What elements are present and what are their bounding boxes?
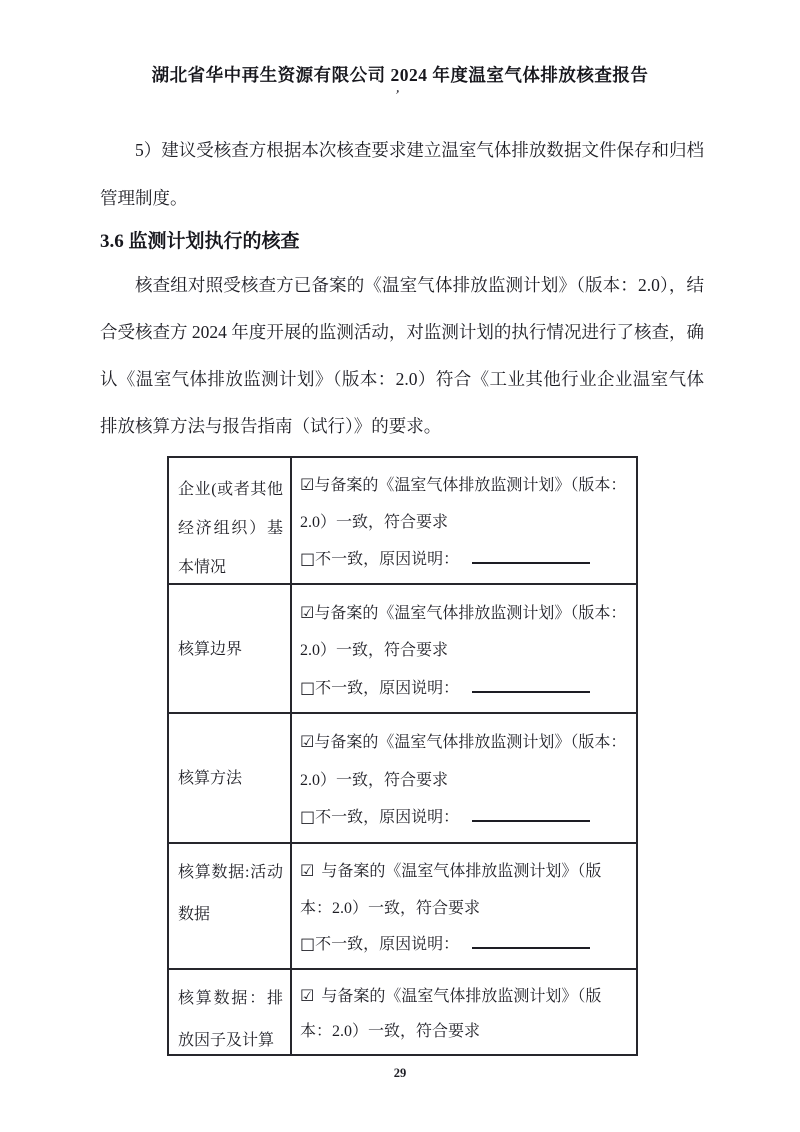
row-label: 企业(或者其他经济组织）基本情况	[169, 458, 292, 583]
checked-option-line	[300, 600, 632, 623]
unchecked-checkbox-icon: □	[300, 549, 316, 568]
row-content	[292, 585, 636, 712]
reason-blank-underline	[472, 547, 590, 564]
option-text: 2.0）一致，符合要求	[300, 771, 449, 789]
reason-blank-underline	[472, 805, 590, 822]
checked-option-line-2	[300, 509, 632, 532]
option-text: 与备案的《温室气体排放监测计划》（版本：	[314, 604, 627, 622]
row-content	[292, 970, 636, 1054]
monitoring-plan-paragraph: 核查组对照受核查方已备案的《温室气体排放监测计划》（版本：2.0），结合受核查方 2024 年度开展的监测活动，对监测计划的执行情况进行了核查，确认《温室气体排放监测计划》（版本：2.0）符合《工业其他行业企业温室气体排放核算方法与报告指南（试行）》的要求。	[100, 275, 704, 436]
table-row	[169, 714, 636, 844]
stray-scan-mark: ’	[392, 87, 401, 105]
row-content	[292, 458, 636, 583]
option-text: 不一致，原因说明：	[315, 679, 460, 697]
checked-option-line	[300, 983, 632, 1006]
row-label: 核算边界	[169, 585, 292, 712]
option-text: 与备案的《温室气体排放监测计划》（版本：	[314, 733, 627, 751]
unchecked-checkbox-icon: □	[300, 677, 316, 697]
unchecked-checkbox-icon: □	[300, 934, 316, 954]
option-text: 与备案的《温室气体排放监测计划》（版本：	[314, 477, 627, 494]
checked-option-line	[300, 729, 632, 752]
checked-option-line	[300, 858, 632, 881]
checked-option-line-2	[300, 637, 632, 660]
option-text: 不一致，原因说明：	[315, 809, 460, 827]
section-heading: 3.6 监测计划执行的核查	[100, 231, 300, 252]
checked-checkbox-icon: ☑	[300, 985, 315, 1005]
unchecked-checkbox-icon: □	[300, 807, 316, 827]
page-number: 29	[393, 1066, 407, 1080]
checked-checkbox-icon: ☑	[300, 860, 315, 880]
row-label: 核算方法	[169, 714, 292, 842]
monitoring-plan-table	[167, 456, 638, 1056]
option-text: 与备案的《温室气体排放监测计划》（版	[321, 987, 602, 1005]
option-text: 与备案的《温室气体排放监测计划》（版	[321, 862, 602, 880]
unchecked-option-line	[300, 804, 632, 827]
unchecked-option-line	[300, 931, 632, 954]
checked-checkbox-icon: ☑	[300, 475, 315, 494]
option-text: 2.0）一致，符合要求	[300, 514, 449, 531]
table-row	[169, 844, 636, 970]
option-text: 不一致，原因说明：	[315, 936, 460, 954]
row-content	[292, 844, 636, 968]
report-header-title: 湖北省华中再生资源有限公司 2024 年度温室气体排放核查报告	[151, 65, 649, 85]
checked-checkbox-icon: ☑	[300, 731, 315, 751]
unchecked-option-line	[300, 675, 632, 698]
option-text: 本：2.0）一致，符合要求	[300, 899, 481, 917]
checked-option-line	[300, 472, 632, 495]
table-row	[169, 970, 636, 1054]
checked-option-line-2	[300, 1018, 632, 1041]
reason-blank-underline	[472, 676, 590, 693]
checked-option-line-2	[300, 895, 632, 918]
row-label: 核算数据:活动数据	[169, 844, 292, 968]
option-text: 不一致，原因说明：	[315, 551, 460, 568]
option-text: 本：2.0）一致，符合要求	[300, 1023, 481, 1041]
table-row	[169, 458, 636, 585]
row-content	[292, 714, 636, 842]
option-text: 2.0）一致，符合要求	[300, 642, 449, 659]
recommendation-paragraph: 5）建议受核查方根据本次核查要求建立温室气体排放数据文件保存和归档管理制度。	[100, 140, 704, 208]
checked-checkbox-icon: ☑	[300, 602, 315, 622]
reason-blank-underline	[472, 932, 590, 949]
table-row	[169, 585, 636, 714]
row-label: 核算数据：排放因子及计算	[169, 970, 292, 1054]
checked-option-line-2	[300, 767, 632, 790]
unchecked-option-line	[300, 546, 632, 569]
